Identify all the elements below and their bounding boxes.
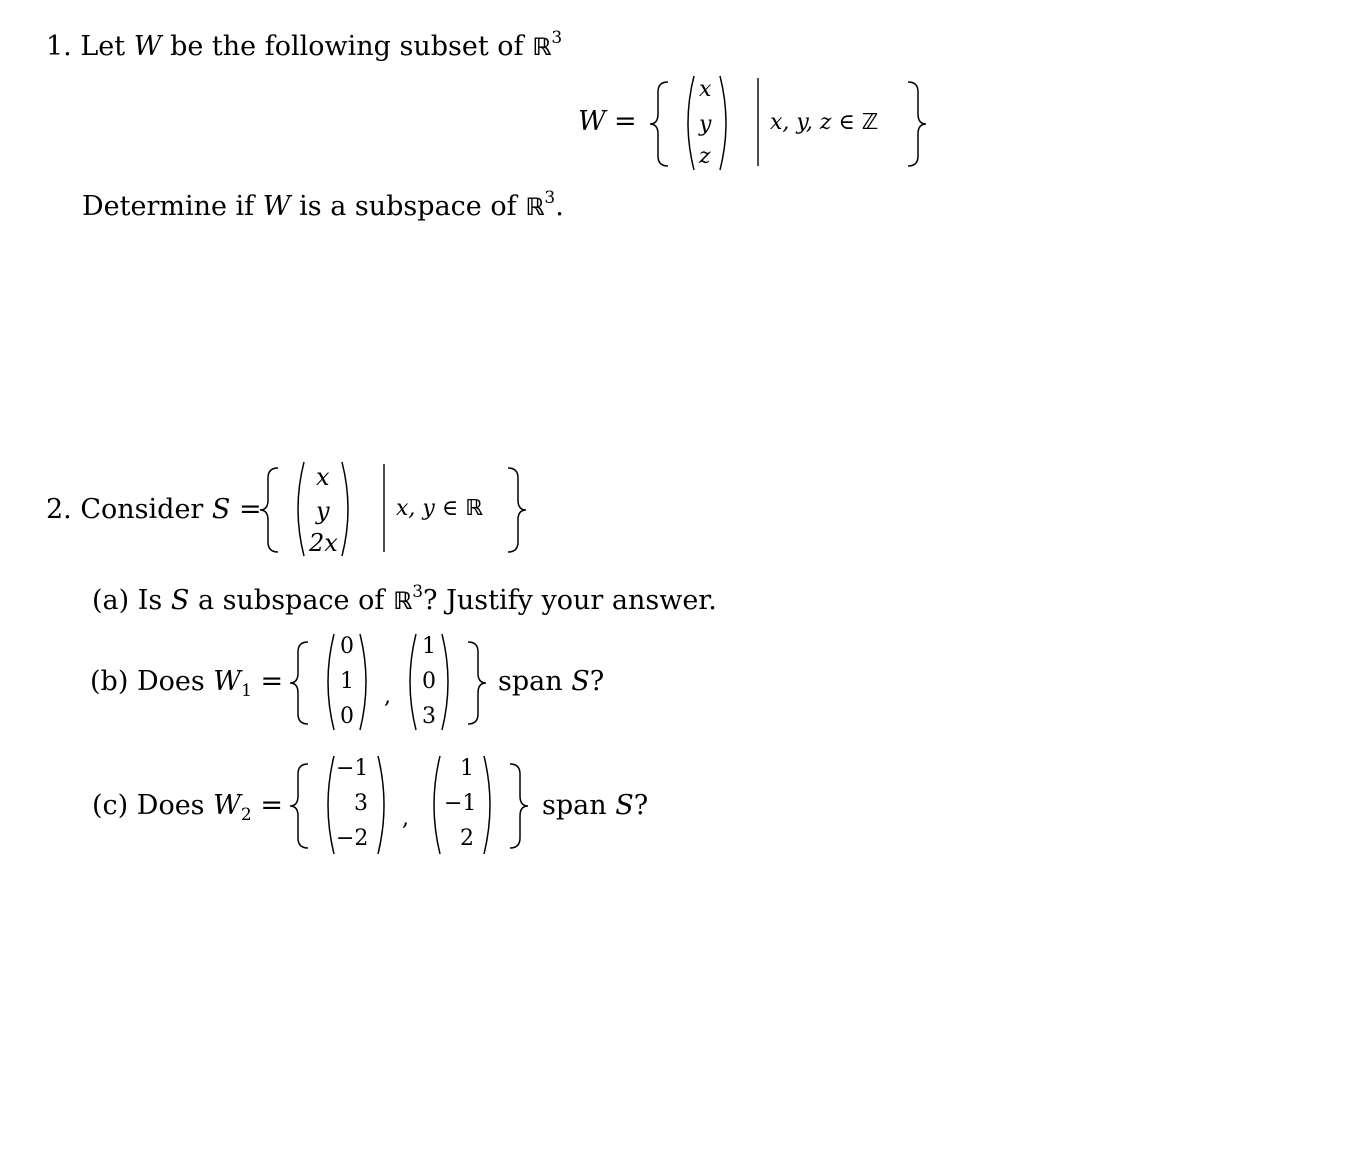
q2-condition-bar: [382, 464, 386, 554]
q2c-v2-1: −1: [444, 791, 477, 816]
q2c-label: (c): [92, 790, 129, 821]
q1-number: 1.: [46, 31, 72, 62]
q2-vec-2x: 2x: [309, 529, 338, 557]
q1-condition: x, y, z ∈ ℤ: [770, 110, 879, 135]
q2b-v1-left-paren: [320, 632, 336, 732]
q2c-comma: ,: [402, 806, 409, 831]
q2-right-brace: [506, 466, 528, 554]
q1-vec-z: z: [699, 144, 711, 169]
q2b-v2-right-paren: [440, 632, 456, 732]
q2-number: 2.: [46, 494, 72, 525]
q1-equals: =: [614, 106, 637, 137]
q2b-v2-2: 3: [422, 704, 436, 729]
q2b-v2-0: 1: [422, 634, 436, 659]
q2b-v1-2: 0: [340, 704, 354, 729]
q2b-comma: ,: [384, 684, 391, 709]
q2c-span: span S?: [542, 790, 649, 821]
q1-vec-x: x: [699, 77, 712, 102]
q1-left-brace: [648, 80, 670, 168]
q2c-left-brace: [288, 762, 310, 850]
q2c-v1-0: −1: [336, 756, 369, 781]
q1-left-paren: [680, 74, 696, 172]
q2b-left-brace: [288, 640, 310, 726]
q2b-label: (b): [90, 666, 129, 697]
q2b-v2-left-paren: [402, 632, 418, 732]
q1-right-paren: [718, 74, 734, 172]
q2-vec-x: x: [316, 463, 330, 491]
q2-vec-y: y: [316, 497, 330, 525]
q1-right-brace: [906, 80, 928, 168]
q2-condition: x, y ∈ ℝ: [396, 496, 483, 521]
q2b-right-brace: [466, 640, 488, 726]
q2-left-brace: [258, 466, 280, 554]
q2-right-paren: [340, 460, 356, 558]
q2c-v1-1: 3: [354, 791, 368, 816]
q2a: (a) Is S a subspace of ℝ$^3$? Justify your answer.: [92, 582, 717, 616]
q2c-v2-2: 2: [460, 826, 474, 851]
q2b-v2-1: 0: [422, 669, 436, 694]
q2b-v1-0: 0: [340, 634, 354, 659]
q2c-prefix: (c) Does $W_2$ =: [92, 790, 283, 825]
q2c-v1-right-paren: [376, 754, 392, 856]
q2c-v1-2: −2: [336, 826, 369, 851]
q2a-label: (a): [92, 585, 130, 616]
q2c-v2-left-paren: [426, 754, 442, 856]
q1-set-name: W: [578, 106, 606, 137]
q2c-v1-left-paren: [320, 754, 336, 856]
q1-vec-y: y: [699, 112, 712, 137]
q2b-span: span S?: [498, 666, 605, 697]
q2-consider: 2. Consider S =: [46, 494, 262, 525]
q1-condition-bar: [756, 78, 760, 168]
q2c-right-brace: [508, 762, 530, 850]
q2c-v2-0: 1: [460, 756, 474, 781]
q2c-v2-right-paren: [482, 754, 498, 856]
q2-left-paren: [290, 460, 306, 558]
q2b-prefix: (b) Does $W_1$ =: [90, 666, 284, 701]
q1-intro: 1. Let W be the following subset of ℝ$^3$: [46, 28, 563, 62]
q1-determine: Determine if W is a subspace of ℝ$^3$.: [82, 188, 564, 222]
q2b-v1-1: 1: [340, 669, 354, 694]
q2b-v1-right-paren: [358, 632, 374, 732]
